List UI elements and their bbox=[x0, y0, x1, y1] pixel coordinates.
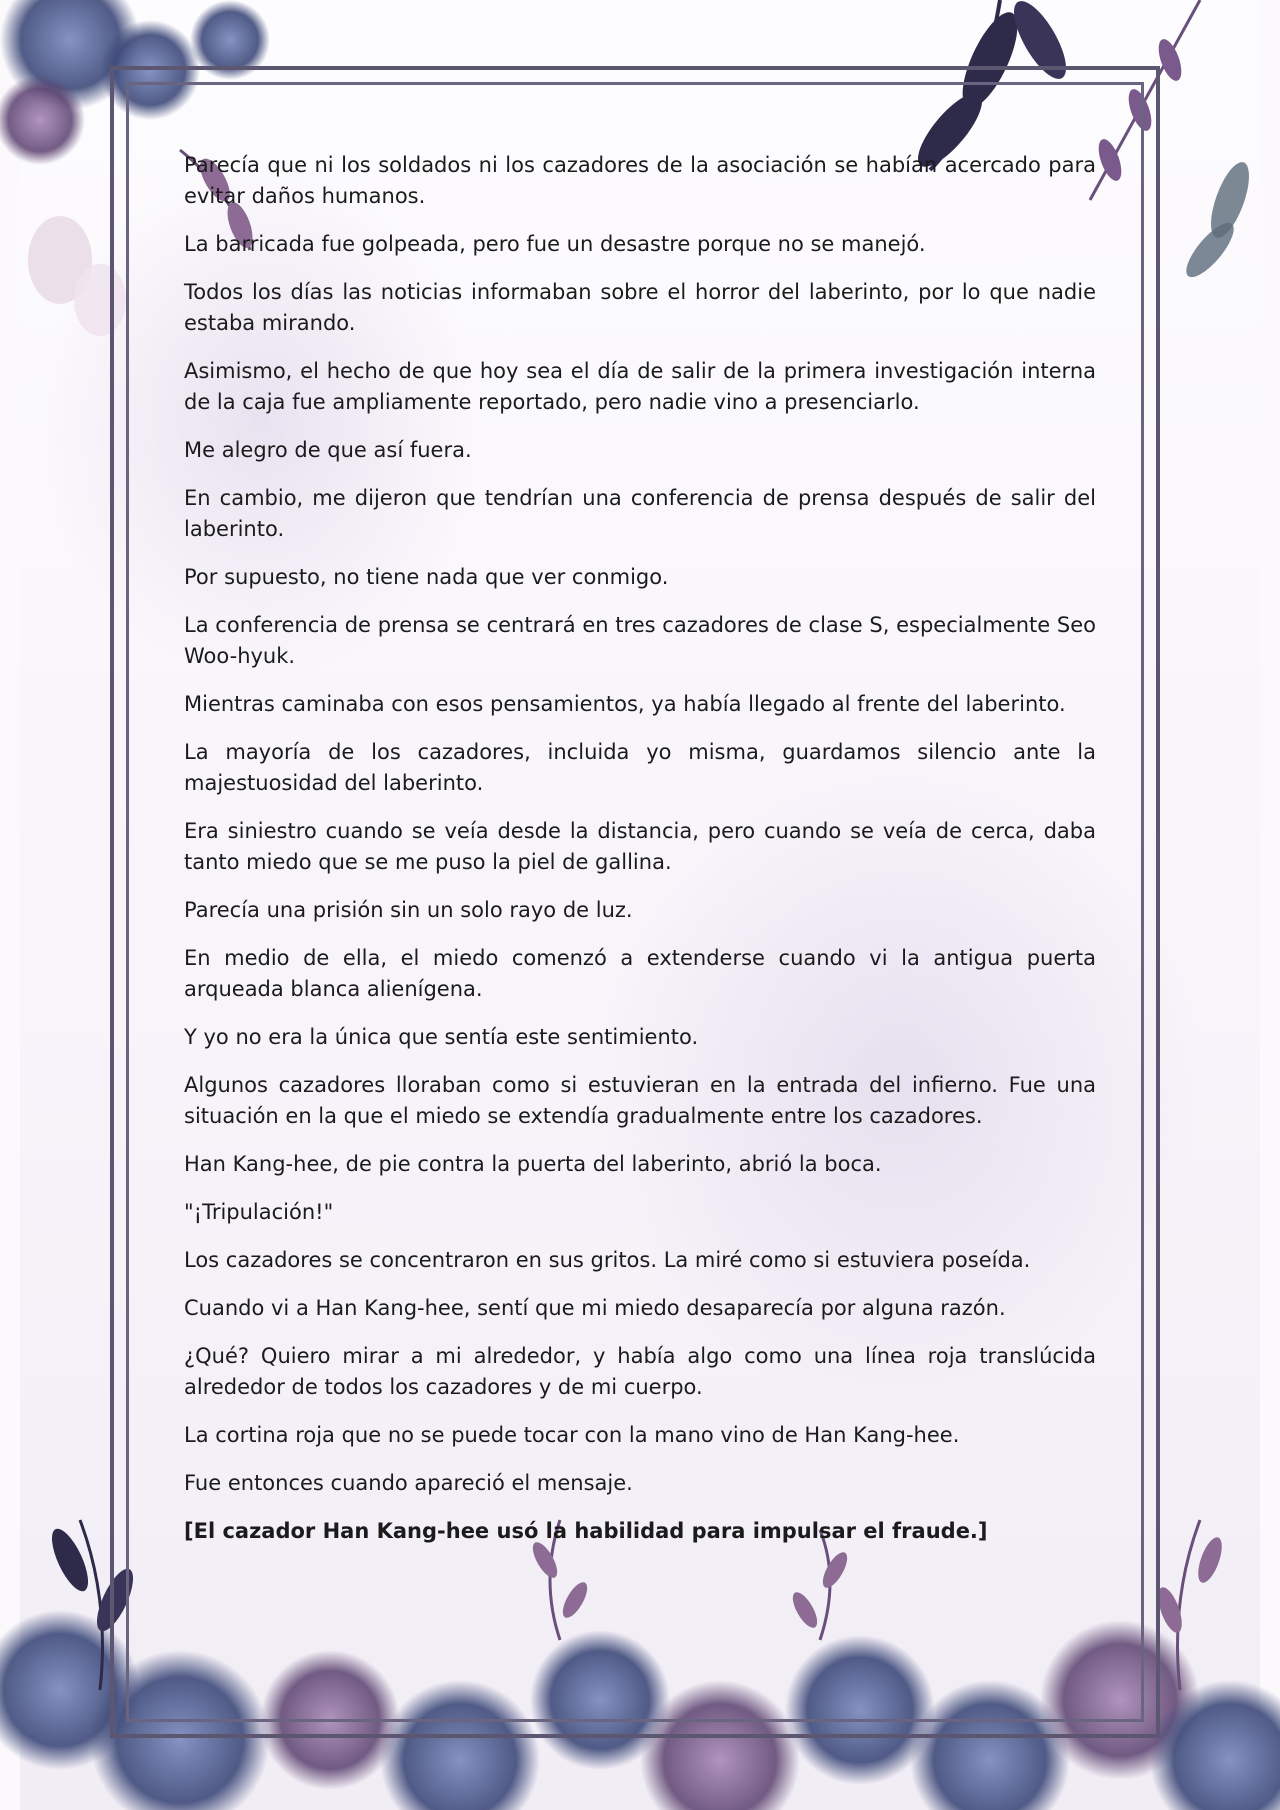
paragraph: La conferencia de prensa se centrará en tres cazadores de clase S, especialmente Seo Woo-hyuk. bbox=[184, 613, 1096, 668]
paragraph: Los cazadores se concentraron en sus gritos. La miré como si estuviera poseída. bbox=[184, 1248, 1031, 1272]
paragraph: "¡Tripulación!" bbox=[184, 1200, 334, 1224]
paragraph: Y yo no era la única que sentía este sentimiento. bbox=[184, 1025, 699, 1049]
paragraph: Me alegro de que así fuera. bbox=[184, 438, 472, 462]
paragraph: En medio de ella, el miedo comenzó a extenderse cuando vi la antigua puerta arqueada blanca alienígena. bbox=[184, 946, 1096, 1001]
paragraph: Todos los días las noticias informaban sobre el horror del laberinto, por lo que nadie estaba mirando. bbox=[184, 280, 1096, 335]
paragraph: La mayoría de los cazadores, incluida yo misma, guardamos silencio ante la majestuosidad del laberinto. bbox=[184, 740, 1096, 795]
paragraph: Algunos cazadores lloraban como si estuvieran en la entrada del infierno. Fue una situación en la que el miedo se extendía gradualmente entre los cazadores. bbox=[184, 1073, 1096, 1128]
paragraph: Era siniestro cuando se veía desde la distancia, pero cuando se veía de cerca, daba tanto miedo que se me puso la piel de gallina. bbox=[184, 819, 1096, 874]
paragraph: ¿Qué? Quiero mirar a mi alrededor, y había algo como una línea roja translúcida alrededor de todos los cazadores y de mi cuerpo. bbox=[184, 1344, 1096, 1399]
paragraph: Parecía una prisión sin un solo rayo de luz. bbox=[184, 898, 633, 922]
paragraph: La barricada fue golpeada, pero fue un desastre porque no se manejó. bbox=[184, 232, 926, 256]
paragraph: Han Kang-hee, de pie contra la puerta del laberinto, abrió la boca. bbox=[184, 1152, 882, 1176]
paragraph: Parecía que ni los soldados ni los cazadores de la asociación se habían acercado para evitar daños humanos. bbox=[184, 153, 1096, 208]
paragraph: Por supuesto, no tiene nada que ver conmigo. bbox=[184, 565, 669, 589]
paragraph: Mientras caminaba con esos pensamientos, ya había llegado al frente del laberinto. bbox=[184, 692, 1066, 716]
paragraph: En cambio, me dijeron que tendrían una conferencia de prensa después de salir del laberinto. bbox=[184, 486, 1096, 541]
document-body bbox=[184, 150, 1096, 1564]
paragraph: Asimismo, el hecho de que hoy sea el día de salir de la primera investigación interna de la caja fue ampliamente reportado, pero nadie vino a presenciarlo. bbox=[184, 359, 1096, 414]
paragraph: [El cazador Han Kang-hee usó la habilidad para impulsar el fraude.] bbox=[184, 1519, 988, 1543]
paragraph: Fue entonces cuando apareció el mensaje. bbox=[184, 1471, 633, 1495]
paragraph: Cuando vi a Han Kang-hee, sentí que mi miedo desaparecía por alguna razón. bbox=[184, 1296, 1006, 1320]
paragraph: La cortina roja que no se puede tocar con la mano vino de Han Kang-hee. bbox=[184, 1423, 960, 1447]
